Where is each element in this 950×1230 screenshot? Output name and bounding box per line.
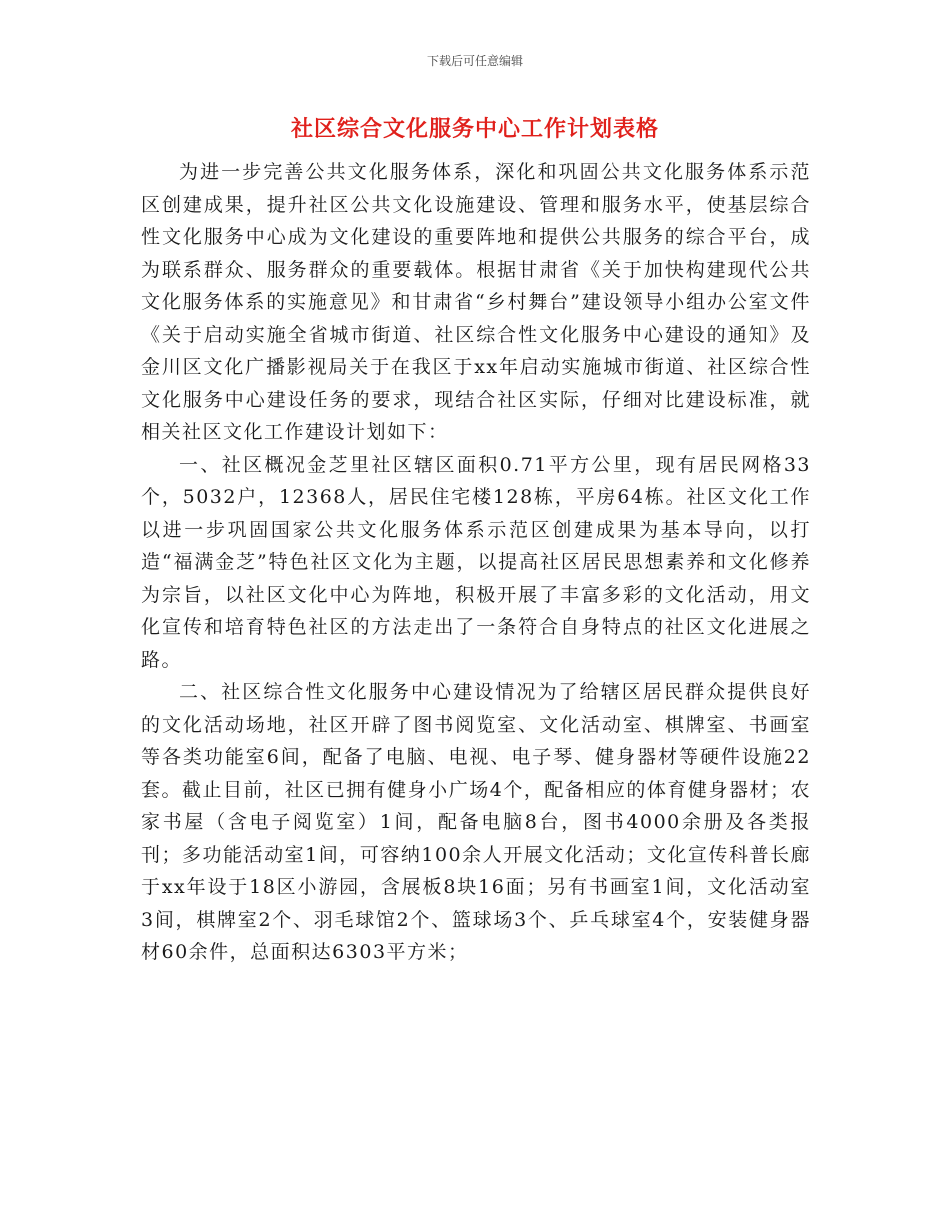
document-title: 社区综合文化服务中心工作计划表格: [290, 117, 659, 142]
document-body: [141, 156, 811, 969]
paragraph-intro: 为进一步完善公共文化服务体系，深化和巩固公共文化服务体系示范区创建成果，提升社区公共文化设施建设、管理和服务水平，使基层综合性文化服务中心成为文化建设的重要阵地和提供公共服务的综合平台，成为联系群众、服务群众的重要载体。根据甘肃省《关于加快构建现代公共文化服务体系的实施意见》和甘肃省“乡村舞台”建设领导小组办公室文件《关于启动实施全省城市街道、社区综合性文化服务中心建设的通知》及金川区文化广播影视局关于在我区于xx年启动实施城市街道、社区综合性文化服务中心建设任务的要求，现结合社区实际，仔细对比建设标准，就相关社区文化工作建设计划如下：: [141, 161, 811, 443]
paragraph-section-two: 二、社区综合性文化服务中心建设情况为了给辖区居民群众提供良好的文化活动场地，社区开辟了图书阅览室、文化活动室、棋牌室、书画室等各类功能室6间，配备了电脑、电视、电子琴、健身器材等硬件设施22套。截止目前，社区已拥有健身小广场4个，配备相应的体育健身器材；农家书屋（含电子阅览室）1间，配备电脑8台，图书4000余册及各类报刊；多功能活动室1间，可容纳100余人开展文化活动；文化宣传科普长廊于xx年设于18区小游园，含展板8块16面；另有书画室1间，文化活动室3间，棋牌室2个、羽毛球馆2个、篮球场3个、乒乓球室4个，安装健身器材60余件，总面积达6303平方米；: [141, 681, 811, 963]
header-note: 下载后可任意编辑: [426, 54, 523, 68]
paragraph-section-one: 一、社区概况金芝里社区辖区面积0.71平方公里，现有居民网格33个，5032户，12368人，居民住宅楼128栋，平房64栋。社区文化工作以进一步巩固国家公共文化服务体系示范区创建成果为基本导向，以打造“福满金芝”特色社区文化为主题，以提高社区居民思想素养和文化修养为宗旨，以社区文化中心为阵地，积极开展了丰富多彩的文化活动，用文化宣传和培育特色社区的方法走出了一条符合自身特点的社区文化进展之路。: [141, 453, 811, 671]
